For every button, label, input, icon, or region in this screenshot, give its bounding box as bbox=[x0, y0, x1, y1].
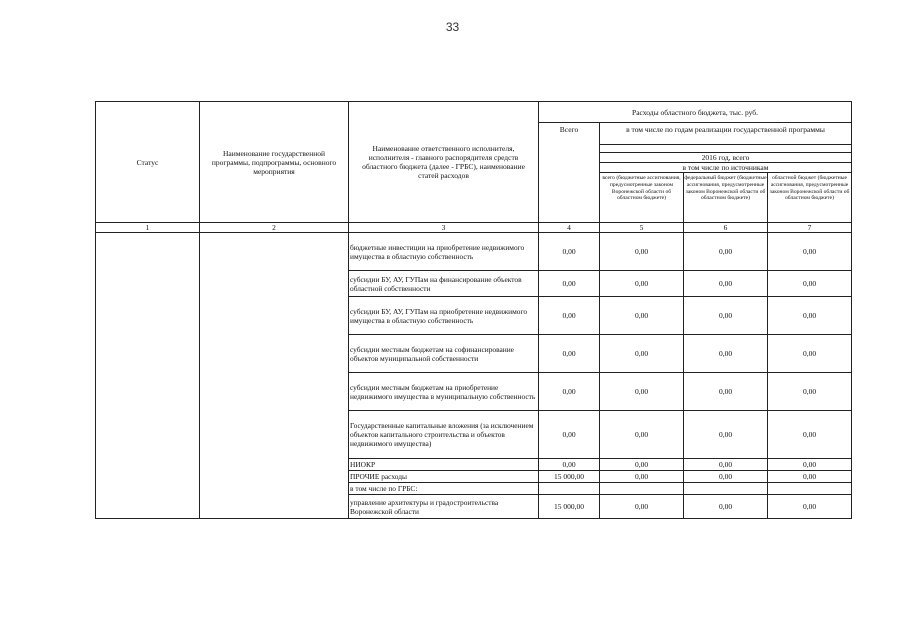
column-number: 7 bbox=[768, 223, 852, 233]
row-source-regional: 0,00 bbox=[768, 495, 852, 519]
row-source-regional: 0,00 bbox=[768, 335, 852, 373]
header-program-name: Наименование государственной программы, подпрограммы, основного мероприятия bbox=[200, 102, 349, 223]
header-total: Всего bbox=[539, 123, 600, 223]
row-name: субсидии БУ, АУ, ГУПам на приобретение недвижимого имущества в областную собственность bbox=[349, 297, 539, 335]
row-source-federal bbox=[684, 483, 768, 495]
row-source-federal: 0,00 bbox=[684, 335, 768, 373]
row-total: 0,00 bbox=[539, 233, 600, 271]
row-source-regional: 0,00 bbox=[768, 271, 852, 297]
row-total: 0,00 bbox=[539, 411, 600, 459]
row-source-regional: 0,00 bbox=[768, 471, 852, 483]
row-source-all: 0,00 bbox=[600, 373, 684, 411]
row-source-regional: 0,00 bbox=[768, 373, 852, 411]
row-total: 0,00 bbox=[539, 373, 600, 411]
header-by-sources: в том числе по источникам bbox=[600, 163, 852, 173]
row-name: субсидии местным бюджетам на софинансирование объектов муниципальной собственности bbox=[349, 335, 539, 373]
row-source-federal: 0,00 bbox=[684, 459, 768, 471]
row-source-federal: 0,00 bbox=[684, 373, 768, 411]
column-number: 1 bbox=[96, 223, 200, 233]
page-number: 33 bbox=[445, 20, 460, 34]
row-total: 0,00 bbox=[539, 297, 600, 335]
row-source-all: 0,00 bbox=[600, 271, 684, 297]
row-name: управление архитектуры и градостроительства Воронежской области bbox=[349, 495, 539, 519]
row-name: субсидии местным бюджетам на приобретение недвижимого имущества в муниципальную собственность bbox=[349, 373, 539, 411]
budget-table bbox=[95, 101, 852, 519]
row-total: 0,00 bbox=[539, 459, 600, 471]
header-executor-name: Наименование ответственного исполнителя, исполнителя - главного распорядителя средств областного бюджета (далее - ГРБС), наименование статей расходов bbox=[349, 102, 539, 223]
program-name-cell bbox=[200, 233, 349, 519]
row-source-regional: 0,00 bbox=[768, 411, 852, 459]
row-source-federal: 0,00 bbox=[684, 471, 768, 483]
row-source-regional: 0,00 bbox=[768, 233, 852, 271]
header-source-regional: областной бюджет (бюджетные ассигнования, предусмотренные законом Воронежской области об областном бюджете) bbox=[768, 173, 852, 223]
row-source-federal: 0,00 bbox=[684, 411, 768, 459]
row-source-all: 0,00 bbox=[600, 411, 684, 459]
row-source-regional bbox=[768, 483, 852, 495]
header-source-federal: федеральный бюджет (бюджетные ассигнования, предусмотренные законом Воронежской области об областном бюджете) bbox=[684, 173, 768, 223]
row-source-all bbox=[600, 483, 684, 495]
column-number: 3 bbox=[349, 223, 539, 233]
row-total: 0,00 bbox=[539, 271, 600, 297]
row-name: Государственные капитальные вложения (за исключением объектов капитального строительства и объектов недвижимого имущества) bbox=[349, 411, 539, 459]
header-by-years: в том числе по годам реализации государственной программы bbox=[600, 123, 852, 145]
row-source-federal: 0,00 bbox=[684, 271, 768, 297]
header-status: Статус bbox=[96, 102, 200, 223]
row-source-all: 0,00 bbox=[600, 495, 684, 519]
row-source-federal: 0,00 bbox=[684, 297, 768, 335]
column-number: 2 bbox=[200, 223, 349, 233]
row-total bbox=[539, 483, 600, 495]
status-cell bbox=[96, 233, 200, 519]
row-name: бюджетные инвестиции на приобретение недвижимого имущества в областную собственность bbox=[349, 233, 539, 271]
row-total: 15 000,00 bbox=[539, 471, 600, 483]
row-source-regional: 0,00 bbox=[768, 297, 852, 335]
header-year-total: 2016 год, всего bbox=[600, 153, 852, 163]
row-source-all: 0,00 bbox=[600, 297, 684, 335]
row-source-regional: 0,00 bbox=[768, 459, 852, 471]
row-source-federal: 0,00 bbox=[684, 495, 768, 519]
row-source-all: 0,00 bbox=[600, 233, 684, 271]
column-number: 5 bbox=[600, 223, 684, 233]
column-number: 4 bbox=[539, 223, 600, 233]
row-source-all: 0,00 bbox=[600, 459, 684, 471]
column-number: 6 bbox=[684, 223, 768, 233]
header-expenses-title: Расходы областного бюджета, тыс. руб. bbox=[539, 102, 852, 123]
row-total: 0,00 bbox=[539, 335, 600, 373]
row-total: 15 000,00 bbox=[539, 495, 600, 519]
row-name: НИОКР bbox=[349, 459, 539, 471]
row-source-all: 0,00 bbox=[600, 471, 684, 483]
header-spacer bbox=[600, 145, 852, 153]
row-source-all: 0,00 bbox=[600, 335, 684, 373]
header-source-all: всего (бюджетные ассигнования, предусмотренные законом Воронежской области об областном бюджете) bbox=[600, 173, 684, 223]
row-source-federal: 0,00 bbox=[684, 233, 768, 271]
row-name: ПРОЧИЕ расходы bbox=[349, 471, 539, 483]
row-name: в том числе по ГРБС: bbox=[349, 483, 539, 495]
row-name: субсидии БУ, АУ, ГУПам на финансирование объектов областной собственности bbox=[349, 271, 539, 297]
